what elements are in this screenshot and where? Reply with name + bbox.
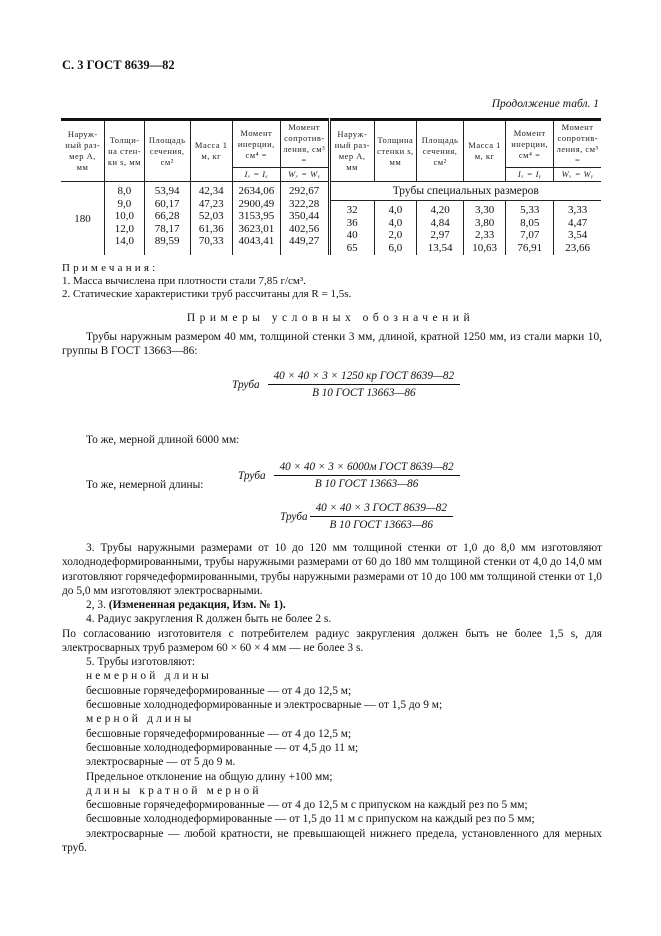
table-cell-value: 322,28 [289,197,320,210]
table-cell-value: 4043,41 [238,235,275,247]
table-cell-value: 36 [346,216,358,229]
requirements-list [62,598,602,855]
list-item: бесшовные холоднодеформированные — от 1,5 до 11 м с припуском на каждый рез по 5 мм; [86,813,535,826]
list-item: электросварные — от 5 до 9 м. [86,756,236,769]
measured-list [62,727,602,784]
value-column [506,201,554,256]
formula-word: Труба [280,510,308,523]
table-cell-value: 23,66 [565,241,590,254]
table-cell-value: 47,23 [198,197,224,210]
right-header-2: Площадь сечения, см² [417,120,464,182]
outer-size-cell: 180 [61,182,105,256]
table-cell-value: 2900,49 [238,197,275,210]
inertia-subheader: Iₓ = Iᵧ [506,168,554,182]
inertia-subheader: Iₓ = Iᵧ [232,168,280,182]
table-cell-value: 4,0 [388,204,403,216]
resistance-subheader: Wₓ = Wᵧ [554,168,601,182]
table-cell-value: 4,84 [430,216,450,229]
table-cell-value: 61,36 [198,222,224,235]
table-cell-value: 9,0 [117,197,132,210]
table-cell-value: 4,0 [388,216,403,229]
table-cell-value: 89,59 [154,235,180,247]
left-header-5: Момент сопротивления, см³ = [280,120,329,168]
table-cell-value: 70,33 [198,235,224,247]
list-item: бесшовные горячедеформированные — от 4 до 12,5 м с припуском на каждый рез по 5 мм; [86,799,528,812]
value-column [144,182,190,256]
table-cell-value: 76,91 [517,241,543,254]
right-header-3: Масса 1 м, кг [463,120,505,182]
note-item: 2. Статические характеристики труб рассчитаны для R = 1,5s. [62,288,352,300]
formula-denominator: В 10 ГОСТ 13663—86 [312,387,416,399]
table-cell-value: 66,28 [154,210,180,222]
unmeasured-heading: немерной длины [86,670,212,683]
table-cell-value: 3,54 [567,229,588,241]
pipe-table [61,118,601,255]
table-cell-value: 3,33 [567,204,588,216]
table-cell-value: 60,17 [154,197,180,210]
list-item: бесшовные горячедеформированные — от 4 до 12,5 м; [86,727,352,740]
same-measured-text: То же, мерной длиной 6000 мм: [86,434,240,446]
table-cell-value: 8,05 [520,216,540,229]
table-cell-value: 10,63 [472,241,497,254]
table-continuation-label: Продолжение табл. 1 [491,98,599,110]
multiple-list [62,798,602,855]
value-column [374,201,417,256]
unmeasured-list [62,684,602,713]
value-column [329,201,374,256]
paragraph-3: 3. Трубы наружными размерами от 10 до 120 мм толщиной стенки от 1,0 до 8,0 мм изготовляют холоднодеформированными, трубы наружными размерами от 60 до 180 мм толщиной стенки от 4,0 до 14,0 мм изготовляют горячедеформированными, трубы наружными размерами от 10 до 100 мм толщиной стенки от 1,0 до 5,0 мм изготовляют электросварными. [62,542,602,597]
left-header-0: Наружный размер A, мм [61,120,105,182]
paragraph-4b: По согласованию изготовителя с потребителем радиус закругления должен быть не более 1,5 s, для электросварных труб размером 60 × 60 × 4 мм — не более 3 s. [62,627,602,654]
table-cell-value: 12,0 [114,222,135,235]
table-cell-value: 65 [346,241,358,254]
table-cell-value: 52,03 [198,210,224,222]
table-cell-value: 402,56 [289,222,320,235]
table-cell-value: 32 [346,204,358,216]
list-item: бесшовные горячедеформированные — от 4 до 12,5 м; [86,684,352,697]
amend-note: (Измененная редакция, Изм. № 1). [108,599,286,611]
table-cell-value: 6,0 [388,241,403,254]
formula-denominator: В 10 ГОСТ 13663—86 [314,478,419,490]
left-header-4: Момент инерции, см⁴ = [232,120,280,168]
right-header-1: Толщина стенки s, мм [374,120,417,182]
notes [62,262,351,301]
table-cell-value: 3,30 [474,204,495,216]
list-item: бесшовные холоднодеформированные и электросварные — от 1,5 до 9 м; [86,699,443,712]
resistance-subheader: Wₓ = Wᵧ [280,168,329,182]
table-cell-value: 40 [346,229,358,241]
table-cell-value: 13,54 [427,241,453,254]
value-column [280,182,329,256]
right-header-0: Наружный размер A, мм [329,120,374,182]
formula-numerator: 40 × 40 × 3 × 6000м ГОСТ 8639—82 [274,461,460,476]
list-item: электросварные — любой кратности, не превышающей нижнего предела, установленного для мерных труб. [62,827,602,855]
right-header-5: Момент сопротивления, см³ = [554,120,601,168]
value-column [105,182,145,256]
table-cell-value: 350,44 [289,210,320,222]
amend-prefix: 2, 3. [86,599,109,611]
table-cell-value: 2,0 [388,229,403,241]
value-column [554,201,601,256]
left-header-2: Площадь сечения, см² [144,120,190,182]
page-title: С. 3 ГОСТ 8639—82 [62,58,175,72]
note-item: 1. Масса вычислена при плотности стали 7,85 г/см³. [62,275,306,287]
right-header-4: Момент инерции, см⁴ = [506,120,554,168]
table-cell-value: 292,67 [289,185,320,197]
list-item: Предельное отклонение на общую длину +100 мм; [86,770,333,783]
formula-denominator: В 10 ГОСТ 13663—86 [329,519,433,531]
table-cell-value: 3153,95 [238,210,275,222]
same-unmeasured-text: То же, немерной длины: [86,479,204,491]
left-header-1: Толщина стенки s, мм [105,120,145,182]
table-cell-value: 10,0 [114,210,135,222]
notes-title: Примечания: [62,262,159,274]
table-cell-value: 14,0 [114,235,135,247]
formula-numerator: 40 × 40 × 3 × 1250 кр ГОСТ 8639—82 [268,370,460,385]
table-cell-value: 4,20 [430,204,450,216]
formula-3 [280,502,453,531]
value-column [232,182,280,256]
formula-numerator: 40 × 40 × 3 ГОСТ 8639—82 [310,502,453,517]
list-item: бесшовные холоднодеформированные — от 4,5 до 11 м; [86,741,359,754]
table-cell-value: 42,34 [198,185,224,197]
table-cell-value: 2634,06 [238,185,275,197]
special-sizes-title: Трубы специальных размеров [329,182,601,201]
paragraph-5: 5. Трубы изготовляют: [86,656,196,669]
table-cell-value: 7,07 [520,229,540,241]
table-cell-value: 449,27 [289,235,320,247]
multiple-heading: длины кратной мерной [86,784,262,797]
formula-word: Труба [232,378,260,391]
left-header-3: Масса 1 м, кг [190,120,232,182]
examples-intro: Трубы наружным размером 40 мм, толщиной стенки 3 мм, длиной, кратной 1250 мм, из стали марки 10, группы В ГОСТ 13663—86: [62,331,602,358]
table-cell-value: 5,33 [520,204,540,216]
examples-heading: Примеры условных обозначений [186,312,475,324]
formula-1 [232,370,460,399]
value-column [190,182,232,256]
table-cell-value: 53,94 [154,185,180,197]
paragraph-4: 4. Радиус закругления R должен быть не более 2 s. [86,613,332,626]
table-cell-value: 8,0 [117,185,132,197]
formula-word: Труба [238,469,266,482]
table-cell-value: 3623,01 [238,222,275,235]
table-cell-value: 2,97 [430,229,450,241]
table-cell-value: 78,17 [154,222,180,235]
table-cell-value: 2,33 [474,229,495,241]
measured-heading: мерной длины [86,713,195,726]
table-cell-value: 4,47 [567,216,588,229]
table-cell-value: 3,80 [474,216,495,229]
value-column [417,201,464,256]
value-column [463,201,505,256]
